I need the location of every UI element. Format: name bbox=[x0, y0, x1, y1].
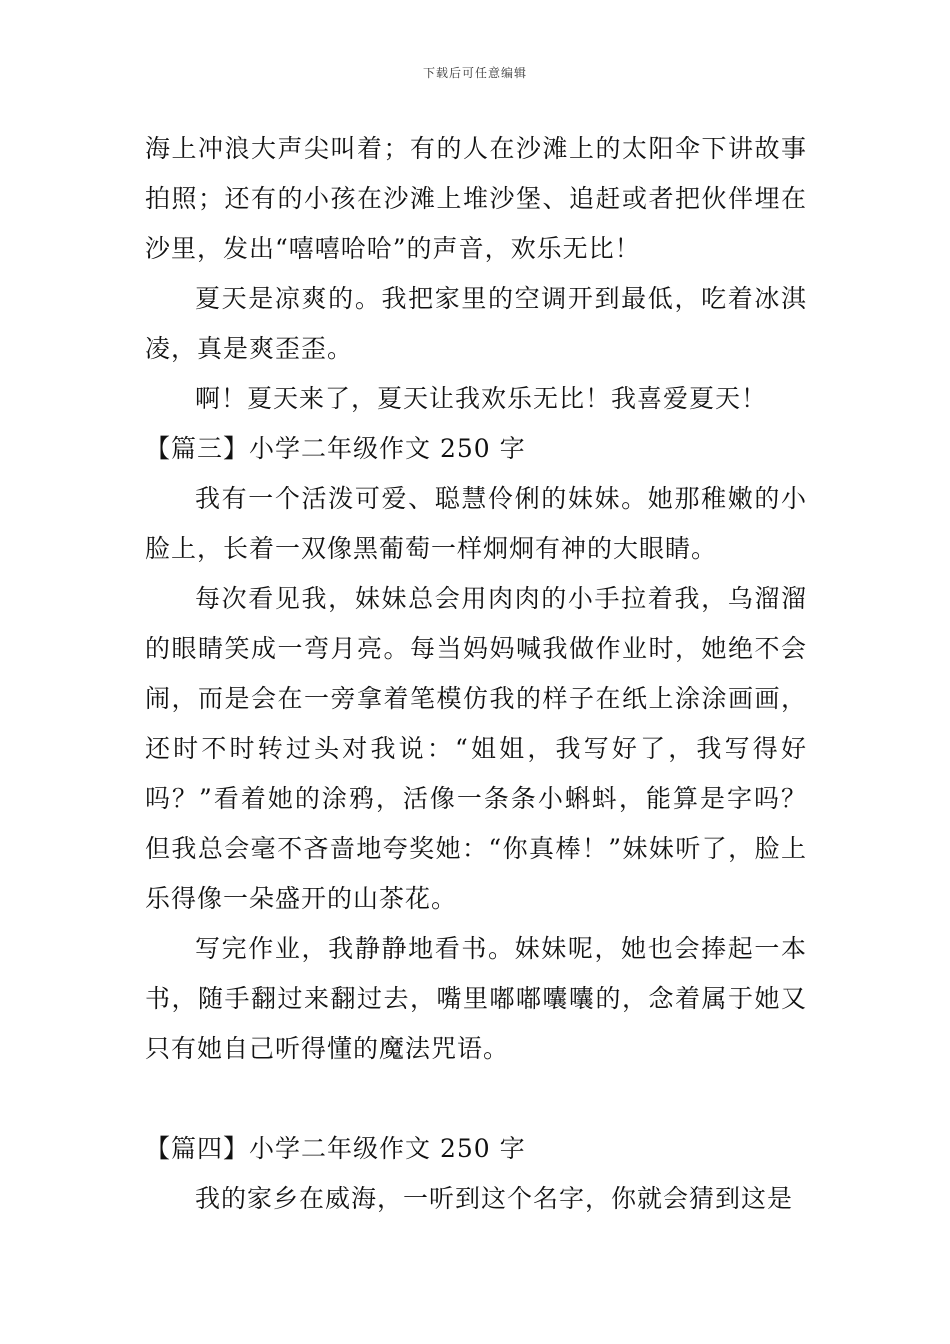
paragraph: 啊！夏天来了，夏天让我欢乐无比！我喜爱夏天！ bbox=[195, 384, 768, 413]
paragraph: 我的家乡在威海，一听到这个名字，你就会猜到这是 bbox=[195, 1184, 794, 1213]
paragraph: 我有一个活泼可爱、聪慧伶俐的妹妹。她那稚嫩的小脸上，长着一双像黑葡萄一样炯炯有神的大眼睛。 bbox=[145, 484, 807, 563]
blank-line bbox=[145, 1074, 807, 1124]
document-body bbox=[145, 124, 807, 1224]
page-header-note: 下载后可任意编辑 bbox=[422, 66, 527, 80]
paragraph: 夏天是凉爽的。我把家里的空调开到最低，吃着冰淇凌，真是爽歪歪。 bbox=[145, 284, 807, 363]
paragraph: 每次看见我，妹妹总会用肉肉的小手拉着我，乌溜溜的眼睛笑成一弯月亮。每当妈妈喊我做作业时，她绝不会闹，而是会在一旁拿着笔模仿我的样子在纸上涂涂画画，还时不时转过头对我说：“姐姐，我写好了，我写得好吗？”看着她的涂鸦，活像一条条小蝌蚪，能算是字吗？但我总会毫不吝啬地夸奖她：“你真棒！”妹妹听了，脸上乐得像一朵盛开的山茶花。 bbox=[145, 584, 807, 913]
paragraph: 海上冲浪大声尖叫着；有的人在沙滩上的太阳伞下讲故事拍照；还有的小孩在沙滩上堆沙堡、追赶或者把伙伴埋在沙里，发出“嘻嘻哈哈”的声音，欢乐无比！ bbox=[145, 134, 807, 263]
section-heading-4: 【篇四】小学二年级作文 250 字 bbox=[145, 1134, 526, 1163]
section-heading-3: 【篇三】小学二年级作文 250 字 bbox=[145, 434, 526, 463]
paragraph: 写完作业，我静静地看书。妹妹呢，她也会捧起一本书，随手翻过来翻过去，嘴里嘟嘟囔囔的，念着属于她又只有她自己听得懂的魔法咒语。 bbox=[145, 934, 807, 1063]
